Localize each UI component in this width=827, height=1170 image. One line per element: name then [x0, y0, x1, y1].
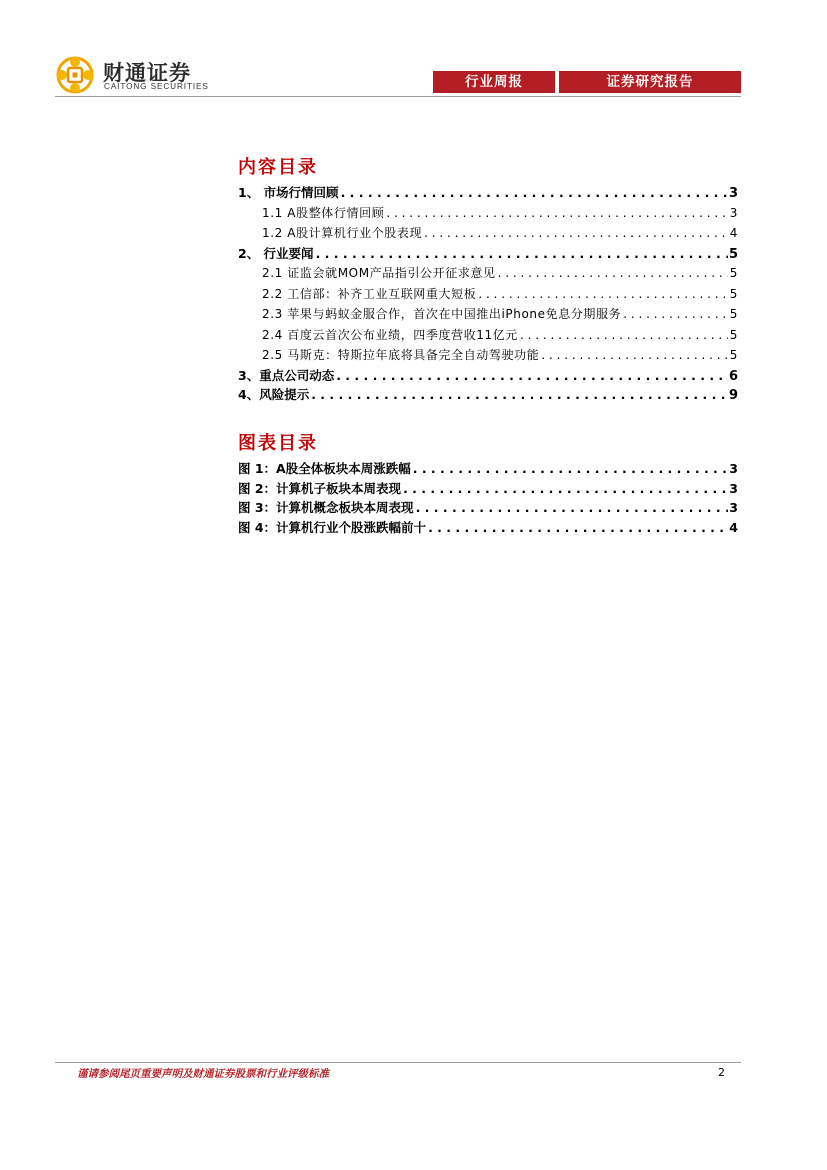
toc-entry-label: 1、 市场行情回顾 — [238, 185, 339, 200]
toc-leader-dots — [539, 345, 728, 366]
toc-entry-page: 5 — [728, 246, 738, 262]
toc-leader-dots — [411, 459, 728, 479]
toc-entry-page: 5 — [729, 307, 738, 321]
toc-leader-dots — [314, 244, 728, 264]
toc-entry[interactable] — [238, 263, 738, 284]
footer-disclaimer: 谨请参阅尾页重要声明及财通证券股票和行业评级标准 — [77, 1068, 329, 1080]
toc-entry[interactable] — [238, 345, 738, 366]
figure-entry-page: 3 — [729, 480, 738, 496]
toc-entry[interactable] — [238, 284, 738, 305]
toc-entry-page: 5 — [729, 327, 738, 342]
header-divider — [55, 96, 741, 97]
toc-entry-label: 4、风险提示 — [238, 387, 310, 402]
caitong-logo-icon — [55, 56, 95, 94]
figure-entry-label: 图 1：A股全体板块本周涨跌幅 — [238, 461, 411, 476]
toc-entry-label: 3、重点公司动态 — [238, 367, 335, 383]
toc-entry-page: 5 — [729, 286, 738, 301]
contents-toc — [238, 155, 738, 405]
toc-leader-dots — [334, 366, 728, 386]
figure-entry-label: 图 2：计算机子板块本周表现 — [238, 480, 402, 496]
toc-entry-label: 2.2 工信部：补齐工业互联网重大短板 — [262, 286, 477, 301]
toc-entry[interactable] — [238, 223, 738, 244]
toc-entry-label: 2.1 证监会就MOM产品指引公开征求意见 — [262, 266, 496, 280]
toc-entry-page: 3 — [728, 186, 738, 201]
toc-entry-page: 5 — [729, 348, 738, 362]
figure-entry-label: 图 4：计算机行业个股涨跌幅前十 — [238, 519, 427, 535]
figure-entry[interactable] — [238, 459, 738, 479]
toc-entry[interactable] — [238, 203, 738, 224]
logo-english-name: CAITONG SECURITIES — [104, 82, 209, 91]
toc-entry[interactable] — [238, 304, 738, 325]
toc-leader-dots — [496, 263, 728, 284]
toc-entry[interactable] — [238, 244, 738, 264]
toc-entry-label: 2.5 马斯克：特斯拉年底将具备完全自动驾驶功能 — [262, 348, 540, 362]
toc-entry-label: 1.2 A股计算机行业个股表现 — [262, 226, 423, 240]
toc-entry[interactable] — [238, 366, 738, 386]
figures-title: 图表目录 — [238, 433, 318, 454]
toc-leader-dots — [476, 284, 728, 305]
figure-entry[interactable] — [238, 479, 738, 499]
figure-entry-page: 3 — [729, 500, 738, 515]
toc-entry-page: 4 — [729, 226, 738, 240]
toc-entry-label: 2.3 苹果与蚂蚁金服合作，首次在中国推出iPhone免息分期服务 — [262, 307, 622, 321]
figure-entry[interactable] — [238, 518, 738, 538]
report-type-tag: 行业周报 — [433, 71, 555, 93]
figure-entry-page: 3 — [729, 461, 738, 476]
page-number: 2 — [718, 1066, 725, 1079]
toc-leader-dots — [414, 498, 728, 518]
toc-entry-label: 2.4 百度云首次公布业绩，四季度营收11亿元 — [262, 327, 518, 342]
footer-divider — [55, 1062, 741, 1063]
logo-chinese-name: 财通证券 — [103, 60, 191, 85]
toc-entry[interactable] — [238, 325, 738, 346]
report-category-tag: 证券研究报告 — [559, 71, 741, 93]
toc-entry[interactable] — [238, 183, 738, 203]
toc-entry-label: 1.1 A股整体行情回顾 — [262, 205, 385, 220]
toc-entry-label: 2、 行业要闻 — [238, 245, 314, 261]
toc-leader-dots — [621, 304, 728, 325]
toc-entry-page: 3 — [729, 205, 738, 220]
toc-leader-dots — [426, 518, 728, 538]
toc-entry[interactable] — [238, 385, 738, 405]
figure-entry[interactable] — [238, 498, 738, 518]
figures-toc — [238, 431, 738, 537]
toc-leader-dots — [309, 385, 728, 405]
toc-entry-page: 6 — [728, 368, 738, 384]
page-header — [0, 0, 827, 100]
company-logo — [55, 56, 215, 96]
toc-leader-dots — [518, 325, 728, 346]
figure-entry-page: 4 — [729, 519, 738, 535]
toc-leader-dots — [384, 203, 728, 224]
toc-entry-page: 9 — [728, 388, 738, 403]
figure-entry-label: 图 3：计算机概念板块本周表现 — [238, 500, 414, 515]
toc-leader-dots — [422, 223, 728, 244]
contents-title: 内容目录 — [238, 157, 318, 178]
toc-leader-dots — [401, 479, 728, 499]
toc-entry-page: 5 — [729, 266, 738, 280]
toc-leader-dots — [339, 183, 728, 203]
